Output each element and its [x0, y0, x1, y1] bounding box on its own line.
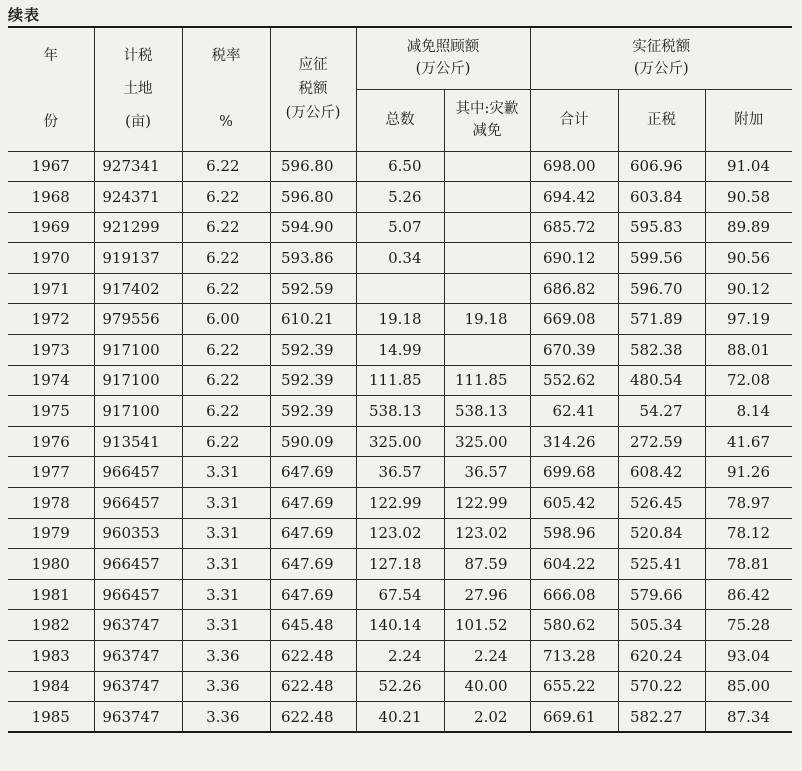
cell-land: 966457	[94, 579, 182, 610]
cell-actual-surcharge: 86.42	[705, 579, 792, 610]
header-land-unit: (亩)	[125, 114, 151, 131]
header-land-line1: 计税	[123, 47, 153, 64]
header-land-line2: 土地	[123, 81, 153, 97]
table-row	[8, 365, 792, 396]
cell-relief-total: 2.24	[356, 641, 444, 672]
table-row	[8, 243, 792, 274]
cell-relief-total: 6.50	[356, 151, 444, 182]
cell-year: 1985	[8, 702, 94, 733]
cell-relief-total: 127.18	[356, 549, 444, 580]
cell-actual-surcharge: 72.08	[705, 365, 792, 396]
cell-actual-surcharge: 91.04	[705, 151, 792, 182]
table-row	[8, 182, 792, 213]
table-row	[8, 335, 792, 366]
cell-land: 966457	[94, 457, 182, 488]
header-relief-group	[356, 27, 530, 89]
cell-levy: 592.39	[270, 335, 356, 366]
header-rate-unit: %	[219, 113, 233, 130]
cell-actual-surcharge: 90.56	[705, 243, 792, 274]
cell-rate: 3.31	[182, 488, 270, 519]
cell-actual-surcharge: 90.58	[705, 182, 792, 213]
cell-actual-surcharge: 85.00	[705, 671, 792, 702]
table-row	[8, 702, 792, 733]
cell-actual-sum: 686.82	[530, 273, 618, 304]
table-row	[8, 579, 792, 610]
cell-land: 963747	[94, 671, 182, 702]
cell-rate: 3.36	[182, 671, 270, 702]
cell-relief-total: 111.85	[356, 365, 444, 396]
cell-actual-sum: 552.62	[530, 365, 618, 396]
cell-relief-total: 325.00	[356, 426, 444, 457]
cell-relief-total: 5.07	[356, 212, 444, 243]
cell-levy: 647.69	[270, 488, 356, 519]
cell-year: 1983	[8, 641, 94, 672]
cell-levy: 622.48	[270, 702, 356, 733]
header-rate-line1: 税率	[211, 48, 241, 65]
cell-relief-disaster: 101.52	[444, 610, 530, 641]
cell-actual-sum: 669.08	[530, 304, 618, 335]
cell-levy: 647.69	[270, 549, 356, 580]
header-levy-line2: 税额	[298, 81, 328, 98]
cell-actual-sum: 685.72	[530, 212, 618, 243]
cell-relief-disaster: 2.24	[444, 641, 530, 672]
cell-actual-main: 505.34	[618, 610, 705, 641]
cell-actual-surcharge: 88.01	[705, 335, 792, 366]
cell-actual-sum: 314.26	[530, 426, 618, 457]
cell-land: 966457	[94, 549, 182, 580]
cell-land: 963747	[94, 610, 182, 641]
cell-actual-main: 520.84	[618, 518, 705, 549]
cell-relief-total: 122.99	[356, 488, 444, 519]
cell-levy: 592.39	[270, 365, 356, 396]
cell-land: 963747	[94, 702, 182, 733]
cell-rate: 3.31	[182, 549, 270, 580]
table-row	[8, 549, 792, 580]
header-actual-title: 实征税额	[632, 38, 691, 55]
cell-levy: 594.90	[270, 212, 356, 243]
table-row	[8, 426, 792, 457]
table-row	[8, 396, 792, 427]
cell-actual-main: 620.24	[618, 641, 705, 672]
cell-actual-sum: 604.22	[530, 549, 618, 580]
cell-actual-surcharge: 90.12	[705, 273, 792, 304]
cell-actual-sum: 690.12	[530, 243, 618, 274]
header-relief-disaster	[444, 89, 530, 151]
cell-actual-main: 54.27	[618, 396, 705, 427]
cell-rate: 6.22	[182, 182, 270, 213]
cell-relief-total: 40.21	[356, 702, 444, 733]
cell-relief-disaster: 111.85	[444, 365, 530, 396]
cell-actual-sum: 670.39	[530, 335, 618, 366]
header-relief-disaster-label: 其中:灾歉减免	[455, 100, 519, 139]
cell-relief-total: 52.26	[356, 671, 444, 702]
cell-relief-disaster: 123.02	[444, 518, 530, 549]
cell-rate: 6.22	[182, 273, 270, 304]
cell-year: 1976	[8, 426, 94, 457]
header-relief-unit: (万公斤)	[415, 61, 471, 78]
cell-actual-main: 608.42	[618, 457, 705, 488]
cell-relief-disaster: 27.96	[444, 579, 530, 610]
cell-year: 1975	[8, 396, 94, 427]
cell-relief-disaster	[444, 335, 530, 366]
cell-relief-disaster	[444, 273, 530, 304]
cell-land: 960353	[94, 518, 182, 549]
cell-actual-main: 480.54	[618, 365, 705, 396]
cell-relief-disaster	[444, 182, 530, 213]
cell-levy: 596.80	[270, 151, 356, 182]
cell-year: 1982	[8, 610, 94, 641]
cell-actual-sum: 666.08	[530, 579, 618, 610]
cell-year: 1981	[8, 579, 94, 610]
cell-actual-sum: 580.62	[530, 610, 618, 641]
table-row	[8, 212, 792, 243]
cell-actual-surcharge: 91.26	[705, 457, 792, 488]
cell-levy: 596.80	[270, 182, 356, 213]
cell-relief-disaster: 122.99	[444, 488, 530, 519]
cell-actual-surcharge: 87.34	[705, 702, 792, 733]
cell-actual-surcharge: 93.04	[705, 641, 792, 672]
cell-actual-surcharge: 78.12	[705, 518, 792, 549]
header-levy-unit: (万公斤)	[285, 105, 341, 122]
cell-actual-surcharge: 75.28	[705, 610, 792, 641]
cell-rate: 6.22	[182, 426, 270, 457]
cell-relief-disaster: 19.18	[444, 304, 530, 335]
cell-year: 1980	[8, 549, 94, 580]
cell-rate: 6.22	[182, 335, 270, 366]
table-caption: 续表	[8, 6, 41, 24]
table-row	[8, 518, 792, 549]
cell-year: 1971	[8, 273, 94, 304]
cell-rate: 6.22	[182, 365, 270, 396]
cell-land: 917100	[94, 365, 182, 396]
cell-year: 1968	[8, 182, 94, 213]
cell-rate: 3.36	[182, 641, 270, 672]
cell-relief-disaster	[444, 243, 530, 274]
cell-land: 917402	[94, 273, 182, 304]
cell-levy: 592.39	[270, 396, 356, 427]
cell-relief-total	[356, 273, 444, 304]
cell-actual-main: 526.45	[618, 488, 705, 519]
cell-actual-main: 606.96	[618, 151, 705, 182]
cell-rate: 6.22	[182, 396, 270, 427]
cell-land: 924371	[94, 182, 182, 213]
header-actual-sum: 合计	[530, 89, 618, 151]
cell-actual-sum: 699.68	[530, 457, 618, 488]
cell-land: 979556	[94, 304, 182, 335]
header-actual-surcharge: 附加	[705, 89, 792, 151]
cell-relief-disaster: 325.00	[444, 426, 530, 457]
cell-relief-total: 5.26	[356, 182, 444, 213]
cell-relief-disaster	[444, 212, 530, 243]
table-row	[8, 610, 792, 641]
cell-rate: 3.31	[182, 610, 270, 641]
cell-levy: 592.59	[270, 273, 356, 304]
cell-year: 1978	[8, 488, 94, 519]
table-row	[8, 273, 792, 304]
header-year	[8, 27, 94, 151]
cell-levy: 645.48	[270, 610, 356, 641]
cell-relief-total: 19.18	[356, 304, 444, 335]
cell-relief-total: 14.99	[356, 335, 444, 366]
cell-year: 1972	[8, 304, 94, 335]
header-relief-title: 减免照顾额	[406, 38, 480, 55]
cell-actual-surcharge: 8.14	[705, 396, 792, 427]
cell-levy: 610.21	[270, 304, 356, 335]
cell-rate: 6.22	[182, 212, 270, 243]
cell-levy: 593.86	[270, 243, 356, 274]
cell-year: 1973	[8, 335, 94, 366]
cell-actual-surcharge: 78.97	[705, 488, 792, 519]
table-row	[8, 457, 792, 488]
header-rate	[182, 27, 270, 151]
cell-rate: 6.22	[182, 243, 270, 274]
cell-actual-surcharge: 78.81	[705, 549, 792, 580]
cell-actual-main: 582.27	[618, 702, 705, 733]
cell-land: 913541	[94, 426, 182, 457]
cell-actual-main: 579.66	[618, 579, 705, 610]
header-relief-total: 总数	[356, 89, 444, 151]
cell-rate: 3.31	[182, 518, 270, 549]
cell-rate: 3.31	[182, 579, 270, 610]
cell-levy: 647.69	[270, 518, 356, 549]
cell-actual-sum: 655.22	[530, 671, 618, 702]
cell-land: 963747	[94, 641, 182, 672]
cell-land: 927341	[94, 151, 182, 182]
header-year-line1: 年	[43, 48, 58, 65]
header-year-line2: 份	[43, 113, 58, 130]
cell-relief-total: 538.13	[356, 396, 444, 427]
cell-actual-main: 570.22	[618, 671, 705, 702]
header-levy	[270, 27, 356, 151]
cell-actual-main: 603.84	[618, 182, 705, 213]
cell-actual-surcharge: 41.67	[705, 426, 792, 457]
header-levy-line1: 应征	[298, 56, 328, 73]
cell-year: 1984	[8, 671, 94, 702]
header-land	[94, 27, 182, 151]
cell-actual-sum: 694.42	[530, 182, 618, 213]
cell-actual-surcharge: 89.89	[705, 212, 792, 243]
cell-relief-total: 36.57	[356, 457, 444, 488]
cell-relief-disaster: 538.13	[444, 396, 530, 427]
cell-year: 1977	[8, 457, 94, 488]
cell-relief-disaster: 2.02	[444, 702, 530, 733]
cell-relief-total: 67.54	[356, 579, 444, 610]
header-actual-group	[530, 27, 792, 89]
cell-year: 1970	[8, 243, 94, 274]
cell-year: 1979	[8, 518, 94, 549]
cell-land: 921299	[94, 212, 182, 243]
cell-actual-main: 571.89	[618, 304, 705, 335]
cell-year: 1967	[8, 151, 94, 182]
cell-land: 917100	[94, 396, 182, 427]
cell-actual-sum: 669.61	[530, 702, 618, 733]
table-row	[8, 304, 792, 335]
cell-actual-sum: 713.28	[530, 641, 618, 672]
cell-actual-main: 525.41	[618, 549, 705, 580]
table-row	[8, 641, 792, 672]
cell-relief-disaster: 36.57	[444, 457, 530, 488]
cell-relief-disaster: 40.00	[444, 671, 530, 702]
cell-relief-total: 123.02	[356, 518, 444, 549]
cell-levy: 622.48	[270, 641, 356, 672]
cell-actual-sum: 598.96	[530, 518, 618, 549]
header-actual-unit: (万公斤)	[633, 61, 689, 78]
cell-levy: 622.48	[270, 671, 356, 702]
cell-rate: 6.22	[182, 151, 270, 182]
cell-rate: 3.36	[182, 702, 270, 733]
cell-year: 1969	[8, 212, 94, 243]
agricultural-tax-table	[8, 26, 792, 733]
cell-levy: 647.69	[270, 579, 356, 610]
cell-levy: 647.69	[270, 457, 356, 488]
cell-actual-surcharge: 97.19	[705, 304, 792, 335]
cell-actual-sum: 698.00	[530, 151, 618, 182]
cell-actual-main: 595.83	[618, 212, 705, 243]
cell-actual-main: 599.56	[618, 243, 705, 274]
cell-land: 917100	[94, 335, 182, 366]
cell-actual-sum: 605.42	[530, 488, 618, 519]
cell-land: 966457	[94, 488, 182, 519]
header-actual-main: 正税	[618, 89, 705, 151]
cell-land: 919137	[94, 243, 182, 274]
cell-relief-total: 0.34	[356, 243, 444, 274]
cell-actual-main: 272.59	[618, 426, 705, 457]
cell-levy: 590.09	[270, 426, 356, 457]
table-row	[8, 671, 792, 702]
cell-relief-disaster	[444, 151, 530, 182]
cell-actual-sum: 62.41	[530, 396, 618, 427]
cell-actual-main: 582.38	[618, 335, 705, 366]
cell-year: 1974	[8, 365, 94, 396]
table-row	[8, 488, 792, 519]
cell-rate: 3.31	[182, 457, 270, 488]
cell-relief-total: 140.14	[356, 610, 444, 641]
cell-actual-main: 596.70	[618, 273, 705, 304]
cell-relief-disaster: 87.59	[444, 549, 530, 580]
cell-rate: 6.00	[182, 304, 270, 335]
table-row	[8, 151, 792, 182]
